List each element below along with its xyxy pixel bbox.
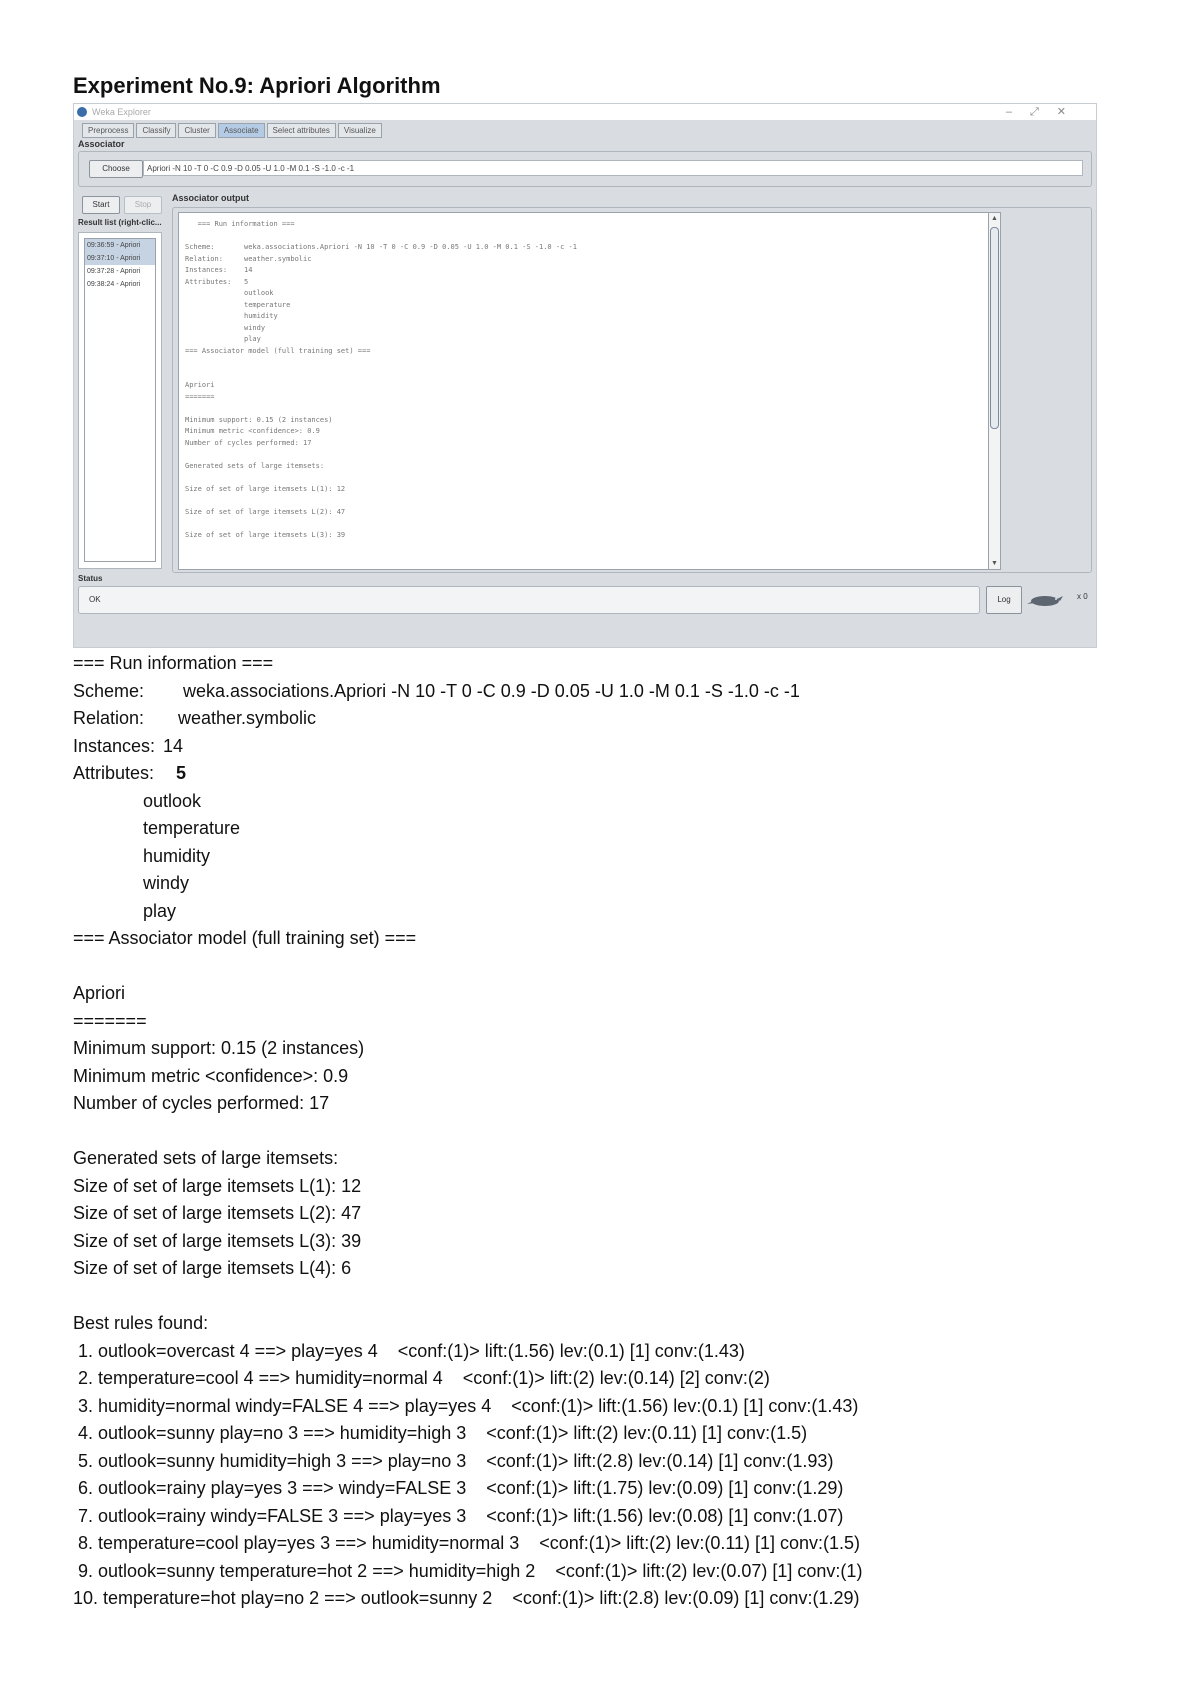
algorithm-name: Apriori <box>73 983 126 1003</box>
status-bar <box>78 586 980 614</box>
attributes-line <box>73 760 1183 788</box>
scroll-down-icon[interactable]: ▼ <box>991 560 998 567</box>
generated-itemsets-header: Generated sets of large itemsets: <box>73 1148 339 1168</box>
tab-cluster[interactable]: Cluster <box>178 123 215 138</box>
result-item[interactable]: 09:37:28 - Apriori <box>87 268 141 275</box>
associator-output-area[interactable] <box>178 212 990 570</box>
status-label: Status <box>78 574 103 583</box>
instances-line <box>73 733 1183 761</box>
result-list <box>78 232 162 569</box>
attribute-item: outlook <box>143 790 202 811</box>
status-value: OK <box>89 595 101 604</box>
relation-value: weather.symbolic <box>178 708 317 728</box>
associator-section-label: Associator <box>78 139 125 149</box>
model-header: === Associator model (full training set) === <box>73 928 417 948</box>
stop-button[interactable]: Stop <box>124 196 162 214</box>
instances-value: 14 <box>163 735 184 756</box>
instances-label: Instances: <box>73 735 156 756</box>
weka-explorer-screenshot <box>73 103 1097 648</box>
weka-logo-icon <box>77 107 87 117</box>
rule-line: 3. humidity=normal windy=FALSE 4 ==> play=yes 4 <conf:(1)> lift:(1.56) lev:(0.1) [1] conv:(1.43) <box>73 1395 859 1416</box>
document-body <box>73 650 1183 1613</box>
relation-label: Relation: <box>73 708 145 728</box>
associator-output-text: === Run information === Scheme: weka.associations.Apriori -N 10 -T 0 -C 0.9 -D 0.05 -U 1.0 -M 0.1 -S -1.0 -c -1 Relation: weather.symbolic Instances: 14 Attributes: 5 outlook temperature humidity windy play === Associator model (full training set) === Apriori ======= Minimum support: 0.15 (2 instances) Minimum metric <confidence>: 0.9 Number of cycles performed: 17 Generated sets of large itemsets: Size of set of large itemsets L(1): 12 Size of set of large itemsets L(2): 47 Size of set of large itemsets L(3): 39 <box>185 220 577 539</box>
itemset-size-line: Size of set of large itemsets L(1): 12 <box>73 1175 362 1196</box>
page-title: Experiment No.9: Apriori Algorithm <box>73 73 441 98</box>
result-item[interactable]: 09:36:59 - Apriori <box>85 239 155 252</box>
min-support-line: Minimum support: 0.15 (2 instances) <box>73 1038 365 1058</box>
rule-line: 5. outlook=sunny humidity=high 3 ==> play=no 3 <conf:(1)> lift:(2.8) lev:(0.14) [1] conv:(1.93) <box>73 1450 834 1471</box>
scheme-value: weka.associations.Apriori -N 10 -T 0 -C 0.9 -D 0.05 -U 1.0 -M 0.1 -S -1.0 -c -1 <box>183 680 800 701</box>
associator-command-field[interactable]: Apriori -N 10 -T 0 -C 0.9 -D 0.05 -U 1.0 -M 0.1 -S -1.0 -c -1 <box>143 160 1083 176</box>
result-item[interactable]: 09:38:24 - Apriori <box>87 281 141 288</box>
window-title: Weka Explorer <box>92 107 151 117</box>
attribute-item: humidity <box>143 845 211 866</box>
itemset-size-line: Size of set of large itemsets L(2): 47 <box>73 1203 362 1223</box>
log-button[interactable]: Log <box>986 586 1022 614</box>
rule-line: 9. outlook=sunny temperature=hot 2 ==> humidity=high 2 <conf:(1)> lift:(2) lev:(0.07) [1] conv:(1) <box>73 1560 863 1581</box>
relation-line <box>73 705 1183 733</box>
window-controls[interactable]: –⤢✕ <box>1005 106 1084 118</box>
result-list-label: Result list (right-clic... <box>78 218 162 227</box>
tab-select-attributes[interactable]: Select attributes <box>267 123 336 138</box>
rule-line: 7. outlook=rainy windy=FALSE 3 ==> play=yes 3 <conf:(1)> lift:(1.56) lev:(0.08) [1] conv:(1.07) <box>73 1505 844 1526</box>
associator-panel <box>78 151 1092 187</box>
window-titlebar <box>74 104 1096 120</box>
task-count: x 0 <box>1077 592 1088 601</box>
algorithm-underline: ======= <box>73 1010 147 1031</box>
run-info-header: === Run information === <box>73 653 274 673</box>
tab-associate[interactable]: Associate <box>218 123 265 138</box>
choose-button[interactable]: Choose <box>89 160 143 178</box>
attributes-value: 5 <box>176 763 187 783</box>
explorer-tabs <box>82 123 384 138</box>
rule-line: 1. outlook=overcast 4 ==> play=yes 4 <conf:(1)> lift:(1.56) lev:(0.1) [1] conv:(1.43) <box>73 1340 745 1361</box>
rule-line: 2. temperature=cool 4 ==> humidity=normal 4 <conf:(1)> lift:(2) lev:(0.14) [2] conv:(2) <box>73 1368 770 1388</box>
output-scrollbar[interactable] <box>988 212 1001 570</box>
attributes-label: Attributes: <box>73 763 155 783</box>
scheme-line <box>73 678 1183 706</box>
rule-line: 4. outlook=sunny play=no 3 ==> humidity=high 3 <conf:(1)> lift:(2) lev:(0.11) [1] conv:(1.5) <box>73 1423 808 1443</box>
rule-line: 10. temperature=hot play=no 2 ==> outlook=sunny 2 <conf:(1)> lift:(2.8) lev:(0.09) [1] conv:(1.29) <box>73 1588 860 1608</box>
rule-line: 6. outlook=rainy play=yes 3 ==> windy=FALSE 3 <conf:(1)> lift:(1.75) lev:(0.09) [1] conv:(1.29) <box>73 1478 844 1498</box>
itemset-size-line: Size of set of large itemsets L(4): 6 <box>73 1258 352 1278</box>
attribute-item: play <box>143 900 177 921</box>
tab-visualize[interactable]: Visualize <box>338 123 382 138</box>
itemset-size-line: Size of set of large itemsets L(3): 39 <box>73 1230 362 1251</box>
attribute-item: temperature <box>143 818 241 838</box>
result-item[interactable]: 09:37:10 - Apriori <box>85 252 155 265</box>
scrollbar-thumb[interactable] <box>990 227 999 429</box>
start-button[interactable]: Start <box>82 196 120 214</box>
tab-classify[interactable]: Classify <box>136 123 176 138</box>
min-metric-line: Minimum metric <confidence>: 0.9 <box>73 1065 349 1086</box>
associator-output-label: Associator output <box>172 193 250 203</box>
attribute-item: windy <box>143 873 190 893</box>
cycles-line: Number of cycles performed: 17 <box>73 1093 330 1113</box>
rule-line: 8. temperature=cool play=yes 3 ==> humidity=normal 3 <conf:(1)> lift:(2) lev:(0.11) [1] conv:(1.5) <box>73 1533 861 1553</box>
scroll-up-icon[interactable]: ▲ <box>991 215 998 222</box>
scheme-label: Scheme: <box>73 680 145 701</box>
tab-preprocess[interactable]: Preprocess <box>82 123 134 138</box>
best-rules-header: Best rules found: <box>73 1313 209 1333</box>
